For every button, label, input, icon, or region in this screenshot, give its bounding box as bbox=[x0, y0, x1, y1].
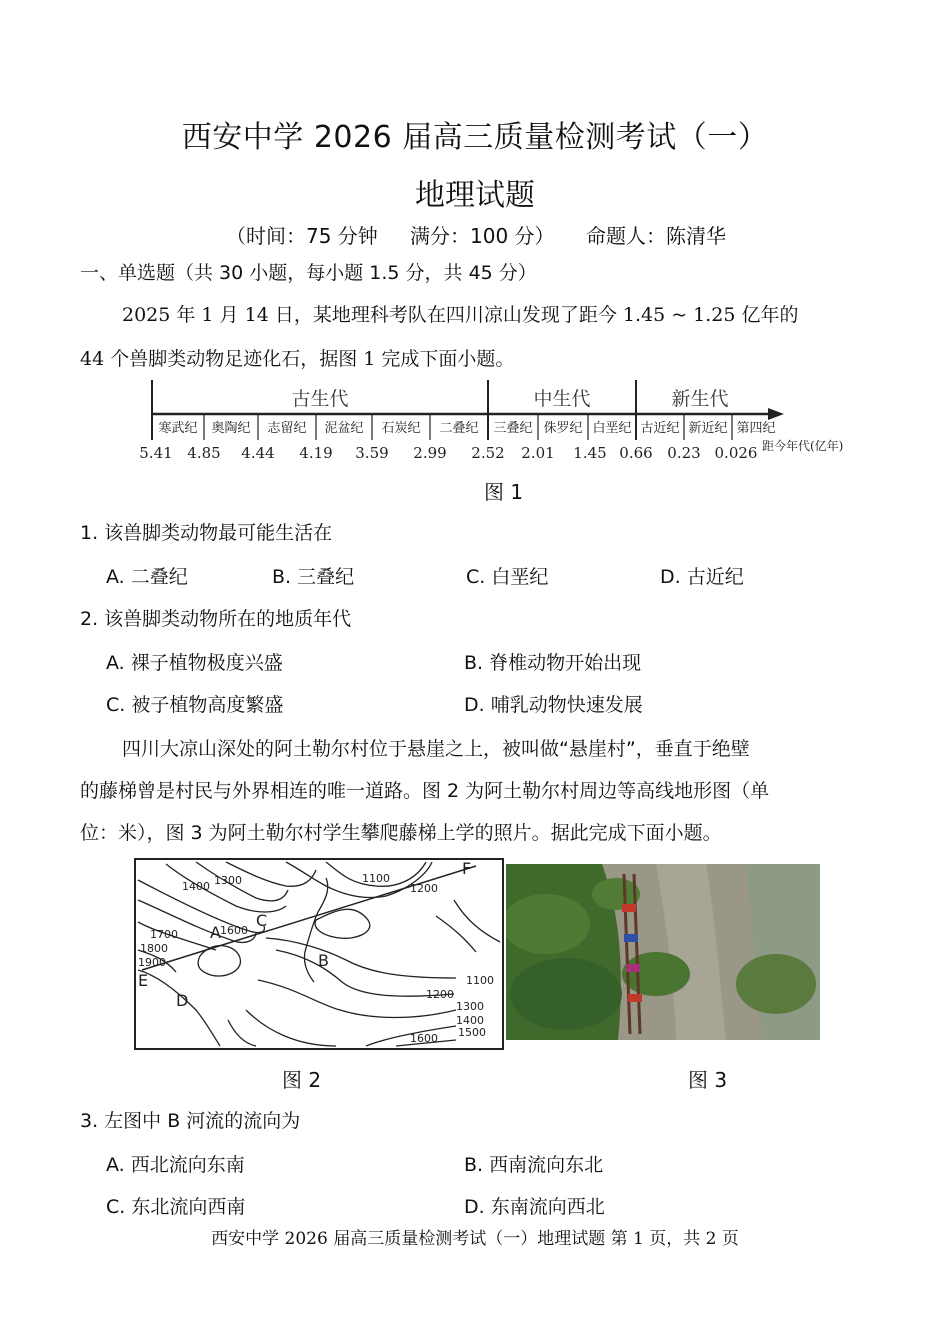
exam-time: （时间：75 分钟 bbox=[226, 224, 378, 248]
passage2-line1: 四川大凉山深处的阿土勒尔村位于悬崖之上，被叫做“悬崖村”，垂直于绝壁 bbox=[122, 738, 750, 760]
figure1-caption: 图 1 bbox=[484, 480, 524, 504]
q2-option-c[interactable]: C. 被子植物高度繁盛 bbox=[106, 694, 284, 716]
exam-title: 西安中学 2026 届高三质量检测考试（一） bbox=[181, 120, 769, 155]
q1-option-b[interactable]: B. 三叠纪 bbox=[272, 566, 355, 588]
q1-option-c[interactable]: C. 白垩纪 bbox=[466, 566, 549, 588]
age-label: 2.52 bbox=[471, 444, 505, 462]
contour-label: 1700 bbox=[150, 928, 178, 941]
period-label: 白垩纪 bbox=[592, 421, 632, 436]
contour-label: 1200 bbox=[426, 988, 454, 1001]
q3-option-d[interactable]: D. 东南流向西北 bbox=[464, 1196, 605, 1218]
exam-score: 满分：100 分） bbox=[410, 224, 555, 248]
contour-label: 1400 bbox=[456, 1014, 484, 1027]
map-point-label: C bbox=[256, 911, 268, 930]
age-label: 2.01 bbox=[521, 444, 555, 462]
period-label: 古近纪 bbox=[640, 421, 680, 436]
q1-option-a[interactable]: A. 二叠纪 bbox=[106, 566, 188, 588]
map-point-label: B bbox=[318, 951, 329, 970]
q1-option-d[interactable]: D. 古近纪 bbox=[660, 566, 744, 588]
contour-label: 1300 bbox=[456, 1000, 484, 1013]
contour-label: 1100 bbox=[362, 872, 390, 885]
age-label: 3.59 bbox=[355, 444, 389, 462]
contour-label: 1300 bbox=[214, 874, 242, 887]
contour-label: 1100 bbox=[466, 974, 494, 987]
exam-subtitle: 地理试题 bbox=[415, 178, 535, 213]
axis-label: 距今年代(亿年) bbox=[762, 439, 844, 453]
period-label: 奥陶纪 bbox=[211, 421, 251, 436]
map-point-label: F bbox=[462, 860, 472, 878]
age-label: 4.85 bbox=[187, 444, 221, 462]
age-label: 4.44 bbox=[241, 444, 275, 462]
figure3-caption: 图 3 bbox=[688, 1068, 728, 1092]
map-point-label: A bbox=[210, 923, 221, 942]
map-point-label: E bbox=[138, 971, 149, 990]
question-3-stem: 3. 左图中 B 河流的流向为 bbox=[80, 1110, 301, 1132]
passage2-line2: 的藤梯曾是村民与外界相连的唯一道路。图 2 为阿土勒尔村周边等高线地形图（单 bbox=[80, 780, 770, 802]
passage2-line3: 位：米），图 3 为阿土勒尔村学生攀爬藤梯上学的照片。据此完成下面小题。 bbox=[80, 822, 722, 844]
period-label: 志留纪 bbox=[267, 421, 307, 436]
exam-author: 命题人：陈清华 bbox=[586, 224, 726, 248]
age-label: 0.66 bbox=[619, 444, 653, 462]
contour-label: 1900 bbox=[138, 956, 166, 969]
q3-option-c[interactable]: C. 东北流向西南 bbox=[106, 1196, 246, 1218]
contour-label: 1600 bbox=[410, 1032, 438, 1045]
period-label: 第四纪 bbox=[736, 421, 776, 436]
page-footer: 西安中学 2026 届高三质量检测考试（一）地理试题 第 1 页，共 2 页 bbox=[211, 1229, 739, 1249]
map-point-label: D bbox=[176, 991, 189, 1010]
contour-label: 1400 bbox=[182, 880, 210, 893]
era-label: 中生代 bbox=[533, 388, 591, 410]
age-label: 2.99 bbox=[413, 444, 447, 462]
period-label: 石炭纪 bbox=[381, 421, 421, 436]
period-label: 新近纪 bbox=[688, 421, 728, 436]
period-label: 三叠纪 bbox=[493, 421, 533, 436]
figure2-caption: 图 2 bbox=[282, 1068, 322, 1092]
period-label: 寒武纪 bbox=[158, 421, 198, 436]
passage1-line1: 2025 年 1 月 14 日，某地理科考队在四川凉山发现了距今 1.45 ~ 1.25 亿年的 bbox=[122, 304, 799, 326]
period-label: 侏罗纪 bbox=[543, 421, 583, 436]
age-label: 1.45 bbox=[573, 444, 607, 462]
age-label: 5.41 bbox=[140, 444, 173, 462]
passage1-line2: 44 个兽脚类动物足迹化石，据图 1 完成下面小题。 bbox=[80, 348, 515, 370]
age-label: 4.19 bbox=[299, 444, 333, 462]
contour-label: 1200 bbox=[410, 882, 438, 895]
era-label: 新生代 bbox=[671, 388, 729, 410]
contour-label: 1800 bbox=[140, 942, 168, 955]
period-label: 泥盆纪 bbox=[324, 421, 364, 436]
question-1-stem: 1. 该兽脚类动物最可能生活在 bbox=[80, 522, 333, 544]
q3-option-a[interactable]: A. 西北流向东南 bbox=[106, 1154, 245, 1176]
era-label: 古生代 bbox=[291, 388, 349, 410]
cliff-ladder-photo bbox=[506, 864, 820, 1040]
q2-option-a[interactable]: A. 裸子植物极度兴盛 bbox=[106, 652, 283, 674]
geologic-timeline-figure bbox=[140, 374, 860, 464]
period-label: 二叠纪 bbox=[439, 421, 479, 436]
q3-option-b[interactable]: B. 西南流向东北 bbox=[464, 1154, 604, 1176]
age-label: 0.23 bbox=[667, 444, 701, 462]
section-heading: 一、单选题（共 30 小题，每小题 1.5 分，共 45 分） bbox=[80, 262, 537, 284]
age-label: 0.026 bbox=[714, 444, 758, 462]
q2-option-d[interactable]: D. 哺乳动物快速发展 bbox=[464, 694, 643, 716]
contour-label: 1600 bbox=[220, 924, 248, 937]
contour-map-figure bbox=[134, 858, 504, 1050]
q2-option-b[interactable]: B. 脊椎动物开始出现 bbox=[464, 652, 642, 674]
question-2-stem: 2. 该兽脚类动物所在的地质年代 bbox=[80, 608, 352, 630]
contour-label: 1500 bbox=[458, 1026, 486, 1039]
